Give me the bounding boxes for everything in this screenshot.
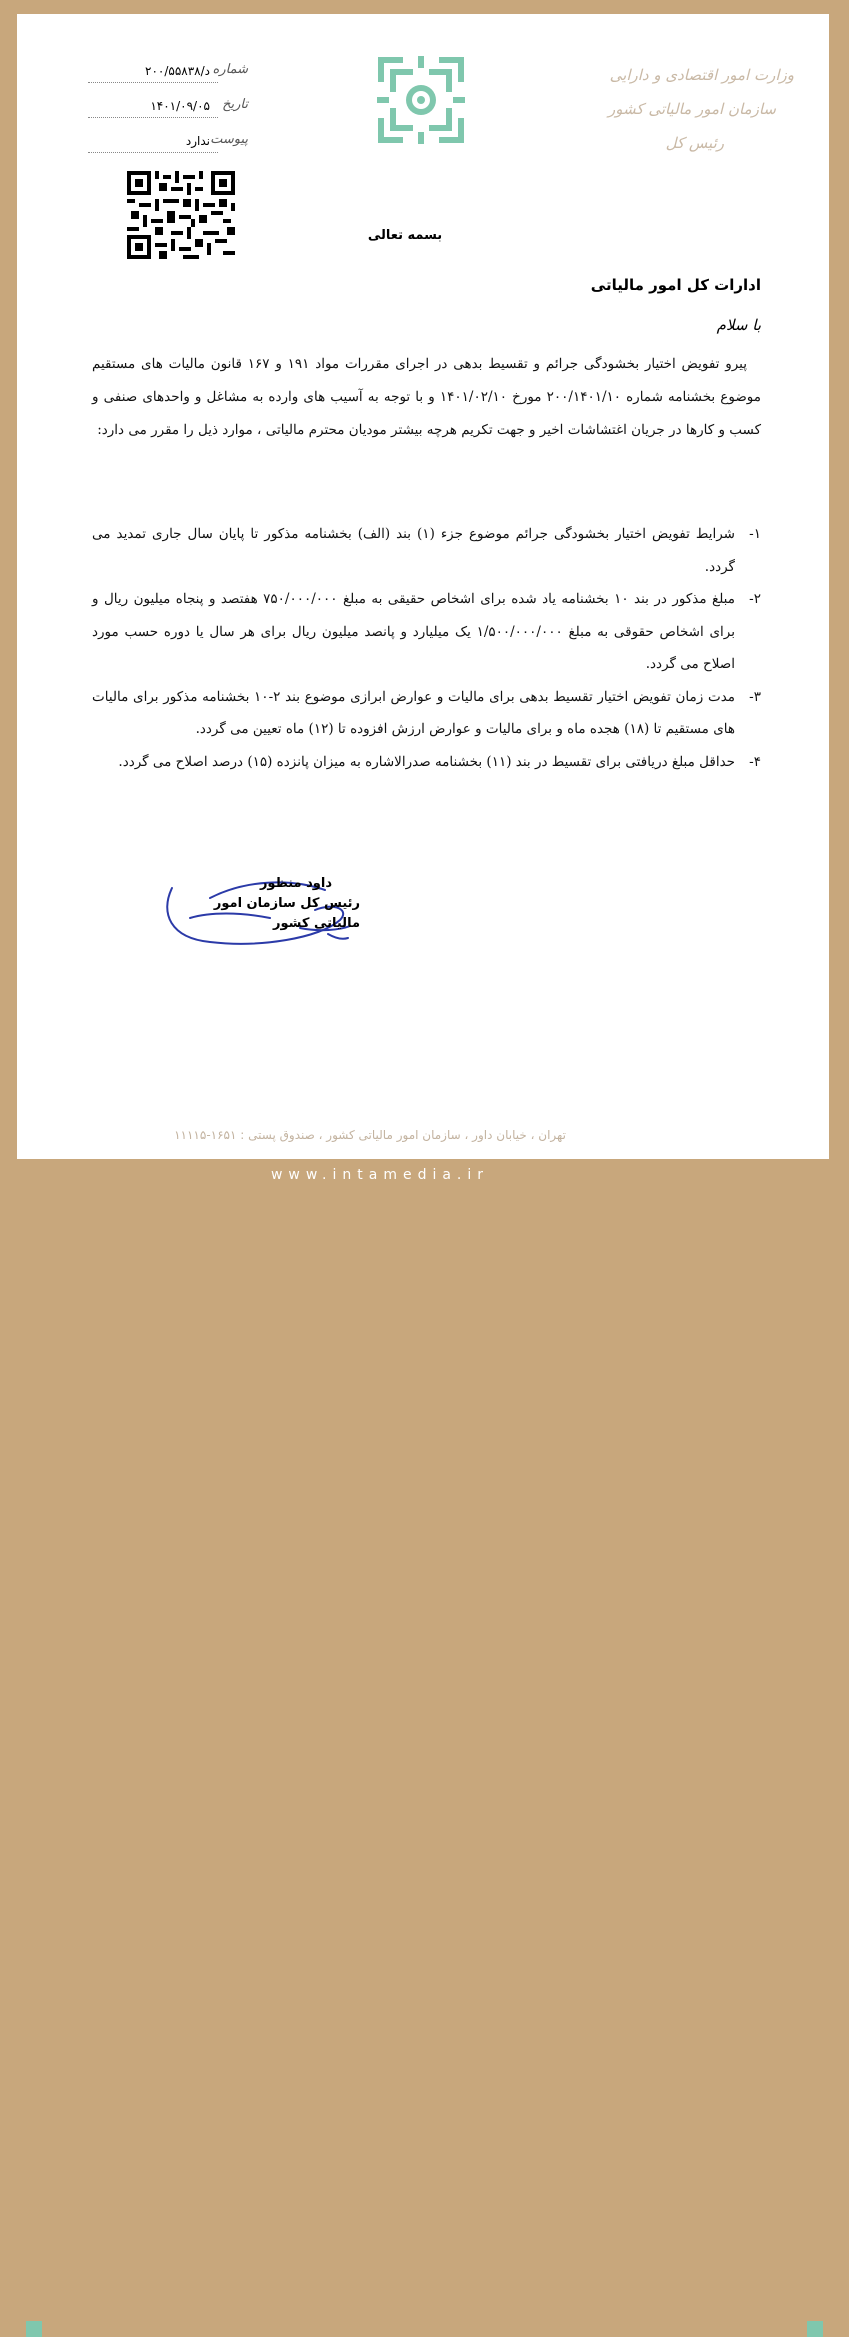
meta-attachment-row bbox=[88, 130, 248, 165]
ministry-line-1: وزارت امور اقتصادی و دارایی bbox=[609, 66, 794, 84]
item-text: مدت زمان تفویض اختیار تقسیط بدهی برای مالیات و عوارض ابرازی موضوع بند ۲-۱۰ بخشنامه مذکور برای مالیات های مستقیم تا (۱۸) هجده ماه و برای مالیات و عوارض ارزش افزوده تا (۱۲) ماه تعیین می گردد. bbox=[92, 688, 736, 737]
date-label: تاریخ bbox=[222, 97, 248, 112]
ministry-header bbox=[574, 58, 794, 160]
list-item bbox=[92, 583, 761, 681]
intro-paragraph bbox=[92, 348, 761, 447]
ministry-line-3: رئیس کل bbox=[665, 134, 724, 152]
item-number: ۳- bbox=[749, 688, 761, 705]
signer-title: رئیس کل سازمان امور مالیاتی کشور bbox=[213, 896, 360, 931]
item-number: ۴- bbox=[749, 753, 761, 770]
letter-meta bbox=[88, 60, 248, 165]
ministry-line-2: سازمان امور مالیاتی کشور bbox=[608, 100, 776, 118]
item-text: شرایط تفویض اختیار بخشودگی جرائم موضوع جزء (۱) بند (الف) بخشنامه مذکور تا پایان سال جاری تمدید می گردد. bbox=[92, 526, 735, 575]
tax-organization-logo bbox=[373, 52, 469, 148]
addressee: ادارات کل امور مالیاتی bbox=[590, 276, 761, 294]
list-item bbox=[92, 681, 761, 746]
attachment-label: پیوست bbox=[210, 132, 248, 147]
list-item bbox=[92, 518, 761, 583]
list-item bbox=[92, 746, 761, 779]
item-number: ۲- bbox=[749, 591, 761, 607]
footer-square-left bbox=[26, 2321, 42, 2337]
footer-address: تهران ، خیابان داور ، سازمان امور مالیاتی کشور ، صندوق پستی : ۱۶۵۱-۱۱۱۱۵ bbox=[174, 1128, 566, 1142]
signer-block bbox=[200, 874, 360, 934]
meta-number-row bbox=[88, 60, 248, 95]
salutation: با سلام bbox=[716, 316, 761, 334]
date-value: ۱۴۰۱/۰۹/۰۵ bbox=[150, 99, 210, 113]
item-number: ۱- bbox=[749, 526, 761, 542]
meta-date-row bbox=[88, 95, 248, 130]
item-text: مبلغ مذکور در بند ۱۰ بخشنامه یاد شده برای اشخاص حقیقی به مبلغ ۷۵۰/۰۰۰/۰۰۰ هفتصد و پنجاه میلیون ریال و برای اشخاص حقوقی به مبلغ ۱/۵۰۰/۰۰۰/۰۰۰ یک میلیارد و پانصد میلیون ریال برای هر سال یا دوره حسب مورد اصلاح می گردد. bbox=[92, 591, 735, 672]
number-value: د/۲۰۰/۵۵۸۳۸ bbox=[145, 64, 210, 78]
intro-text: پیرو تفویض اختیار بخشودگی جرائم و تقسیط بدهی در اجرای مقررات مواد ۱۹۱ و ۱۶۷ قانون مالیات های مستقیم موضوع بخشنامه شماره ۲۰۰/۱۴۰۱/۱۰ مورخ ۱۴۰۱/۰۲/۱۰ و با توجه به آسیب های وارده به مشاغل و واحدهای صنفی و کسب و کارها در جریان اغتشاشات اخیر و جهت تکریم هرچه بیشتر مودیان محترم مالیاتی ، موارد ذیل را مقرر می دارد: bbox=[92, 356, 761, 438]
number-label: شماره bbox=[212, 62, 248, 77]
items-list bbox=[92, 518, 761, 778]
bismillah-heading: بسمه تعالی bbox=[367, 228, 443, 243]
attachment-value: ندارد bbox=[185, 134, 210, 148]
footer-website[interactable]: www.intamedia.ir bbox=[270, 1167, 490, 1183]
item-text: حداقل مبلغ دریافتی برای تقسیط در بند (۱۱) بخشنامه صدرالاشاره به میزان پانزده (۱۵) درصد اصلاح می گردد. bbox=[118, 753, 735, 770]
qr-code bbox=[127, 171, 235, 259]
signer-name: داود منظور bbox=[259, 876, 332, 891]
footer-square-right bbox=[807, 2321, 823, 2337]
